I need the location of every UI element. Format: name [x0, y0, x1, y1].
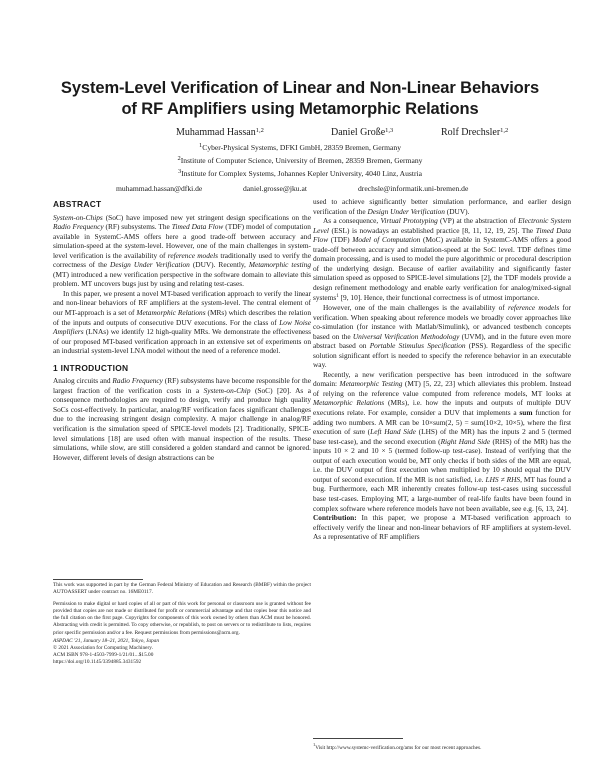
doi-link[interactable]: https://doi.org/10.1145/3394885.3431592 — [53, 658, 142, 665]
email: daniel.grosse@jku.at — [243, 184, 307, 193]
funding-note: This work was supported in part by the German Federal Ministry of Education and Research (BMBF) within the project AUTOASSERT under contract no. 16ME0117. — [53, 582, 311, 596]
copyright-line: © 2021 Association for Computing Machinery. — [53, 644, 153, 651]
permission-note: Permission to make digital or hard copies of all or part of this work for personal or classroom use is granted without fee provided that copies are not made or distributed for profit or commercial advantage and that copies bear this notice and the full citation on the first page. Copyrights for components of this work owned by others than ACM must be honored. Abstracting with credit is permitted. To copy otherwise, or republish, to post on servers or to redistribute to lists, requires prior specific permission and/or a fee. Request permissions from permissions@acm.org. — [53, 601, 311, 636]
body-paragraph: However, one of the main challenges is the availability of reference models for verification. When speaking about reference models we broadly cover approaches like co-simulation (for instance with Matlab/Simulink), or advanced testbench concepts based on the Universal Verification Methodology (UVM), and in the future even more abstract based on Portable Stimulus Specification (PSS). Regardless of the specific solution significant effort is needed to specify the reference behavior in an executable way. — [313, 303, 571, 370]
left-column — [53, 197, 311, 462]
affiliation: $^3$Institute for Complex Systems, Johannes Kepler University, 4040 Linz, Austria — [177, 168, 423, 178]
author: Rolf Drechsler$^{1,2}$ — [441, 127, 509, 138]
abstract-paragraph: In this paper, we present a novel MT-based verification approach to verify the linear and non-linear behaviors of RF amplifiers at the system-level. The central element of our MT-approach is a set of Metamorphic Relations (MRs) which describes the relation of the inputs and outputs of consecutive DUV executions. For the class of Low Noise Amplifiers (LNAs) we identify 12 high-quality MRs. We demonstrate the effectiveness of our proposed MT-based verification approach in an extensive set of experiments on an industrial system-level LNA model without the need of a reference model. — [53, 288, 311, 356]
email-list — [40, 184, 560, 196]
body-paragraph: As a consequence, Virtual Prototyping (VP) at the abstraction of Electronic System Level (ESL) is nowadays an established practice [8, 11, 12, 19, 25]. The Timed Data Flow (TDF) Model of Computation (MoC) available in SystemC-AMS offers a good trade-off between accuracy and simulation-speed at the SoC level. TDF defines time domain processing, and is used to model the pure algorithmic or procedural description of the underlying design. Because of earlier availability and significantly faster simulation speed as opposed to SPICE-level simulations [2], the TDF models provide a design refinement methodology and enable early verification for analog/mixed-signal systems$^1$ [9, 10]. Hence, their functional correctness is of utmost importance. — [313, 216, 572, 303]
intro-paragraph: Analog circuits and Radio Frequency (RF) subsystems have become responsible for the largest fraction of the verification costs in a System-on-Chip (SoC) [20]. As a consequence methodologies are required to design, verify and produce high quality SoCs cost-effectively. In particular, analog/RF verification faces significant challenges due to the increasing stringent design complexity. A major challenge in analog/RF verification is the simulation speed of SPICE-level models [2]. Traditionally, SPICE-level simulations [18] are used often with manual inspection of the results. These simulations, while slow, are still considered a golden standard and cannot be ignored. However, different levels of design abstractions can be — [53, 376, 312, 462]
body-paragraph: Recently, a new verification perspective has been introduced in the software domain: Metamorphic Testing (MT) [5, 22, 23] which alleviates this problem. Instead of relying on the reference value computed from reference models, MT looks at Metamorphic Relations (MRs), i.e. how the inputs and outputs of multiple DUV executions relate. For example, consider a DUV that implements a sum function for adding two numbers. A MR can be 10×sum(2, 5) = sum(10×2, 10×5), where the first execution of sum (Left Hand Side (LHS) of the MR) has the inputs 2 and 5 (termed base test-case), and the second execution (Right Hand Side (RHS) of the MR) has the inputs 10 × 2 and 10 × 5 (termed follow-up test-case). Instead of verifying that the output of each execution would be, MT only checks if both sides of the MR are equal, i.e. the DUV output of first execution when multiplied by 10 should equal the DUV output of second execution. If the MR is not satisfied, i.e. LHS ≠ RHS, MT has found a bug. Furthermore, each MR inherently creates follow-up test-cases using successful base test-cases. Employing MT, a large-number of real-life faults have been found in complex software where reference models have not been available, see e.g. [6, 13, 24]. — [313, 369, 572, 513]
title-line-1: System-Level Verification of Linear and Non-Linear Behaviors — [60, 79, 540, 97]
footnote-rule — [53, 579, 143, 580]
abstract-paragraph: System-on-Chips (SoC) have imposed new yet stringent design specifications on the Radio Frequency (RF) subsystems. The Timed Data Flow (TDF) model of computation available in SystemC-AMS offers here a good trade-off between accuracy and simulation-speed at the system-level. However, one of the main challenges in system-level verification is the availability of reference models traditionally used to verify the correctness of the Design Under Verification (DUV). Recently, Metamorphic testing (MT) introduced a new verification perspective in the software domain to alleviate this problem. MT uncovers bugs just by using and relating test-cases. — [53, 212, 311, 289]
right-footnote: $^1$Visit http://www.systemc-verification.org/ams for our most recent approaches. — [313, 742, 482, 751]
paper-title — [40, 78, 560, 120]
contribution-paragraph: Contribution: In this paper, we propose a MT-based verification approach to effectively verify the linear and non-linear behaviors of RF amplifiers at system-level. As a representative of RF amplifiers — [313, 513, 571, 542]
introduction-heading: 1 INTRODUCTION — [53, 362, 129, 373]
author: Muhammad Hassan$^{1,2}$ — [176, 127, 264, 138]
right-column — [313, 197, 571, 542]
abstract-heading: ABSTRACT — [53, 199, 102, 209]
body-paragraph: used to achieve significantly better simulation performance, and earlier design verification of the Design Under Verification (DUV). — [313, 197, 571, 216]
author: Daniel Große$^{1,3}$ — [331, 127, 394, 138]
affiliation: $^2$Institute of Computer Science, University of Bremen, 28359 Bremen, Germany — [177, 155, 423, 165]
email: drechsle@informatik.uni-bremen.de — [358, 184, 469, 193]
author-list — [40, 127, 560, 141]
venue-line: ASPDAC '21, January 18–21, 2021, Tokyo, Japan — [53, 637, 159, 644]
affiliation: $^1$Cyber-Physical Systems, DFKI GmbH, 28359 Bremen, Germany — [199, 142, 401, 152]
left-footnotes — [53, 582, 311, 666]
isbn-line: ACM ISBN 978-1-4503-7999-1/21/01...$15.00 — [53, 651, 154, 658]
email: muhammad.hassan@dfki.de — [116, 184, 203, 193]
title-line-2: of RF Amplifiers using Metamorphic Relations — [121, 100, 479, 118]
footnote-rule — [313, 738, 403, 739]
